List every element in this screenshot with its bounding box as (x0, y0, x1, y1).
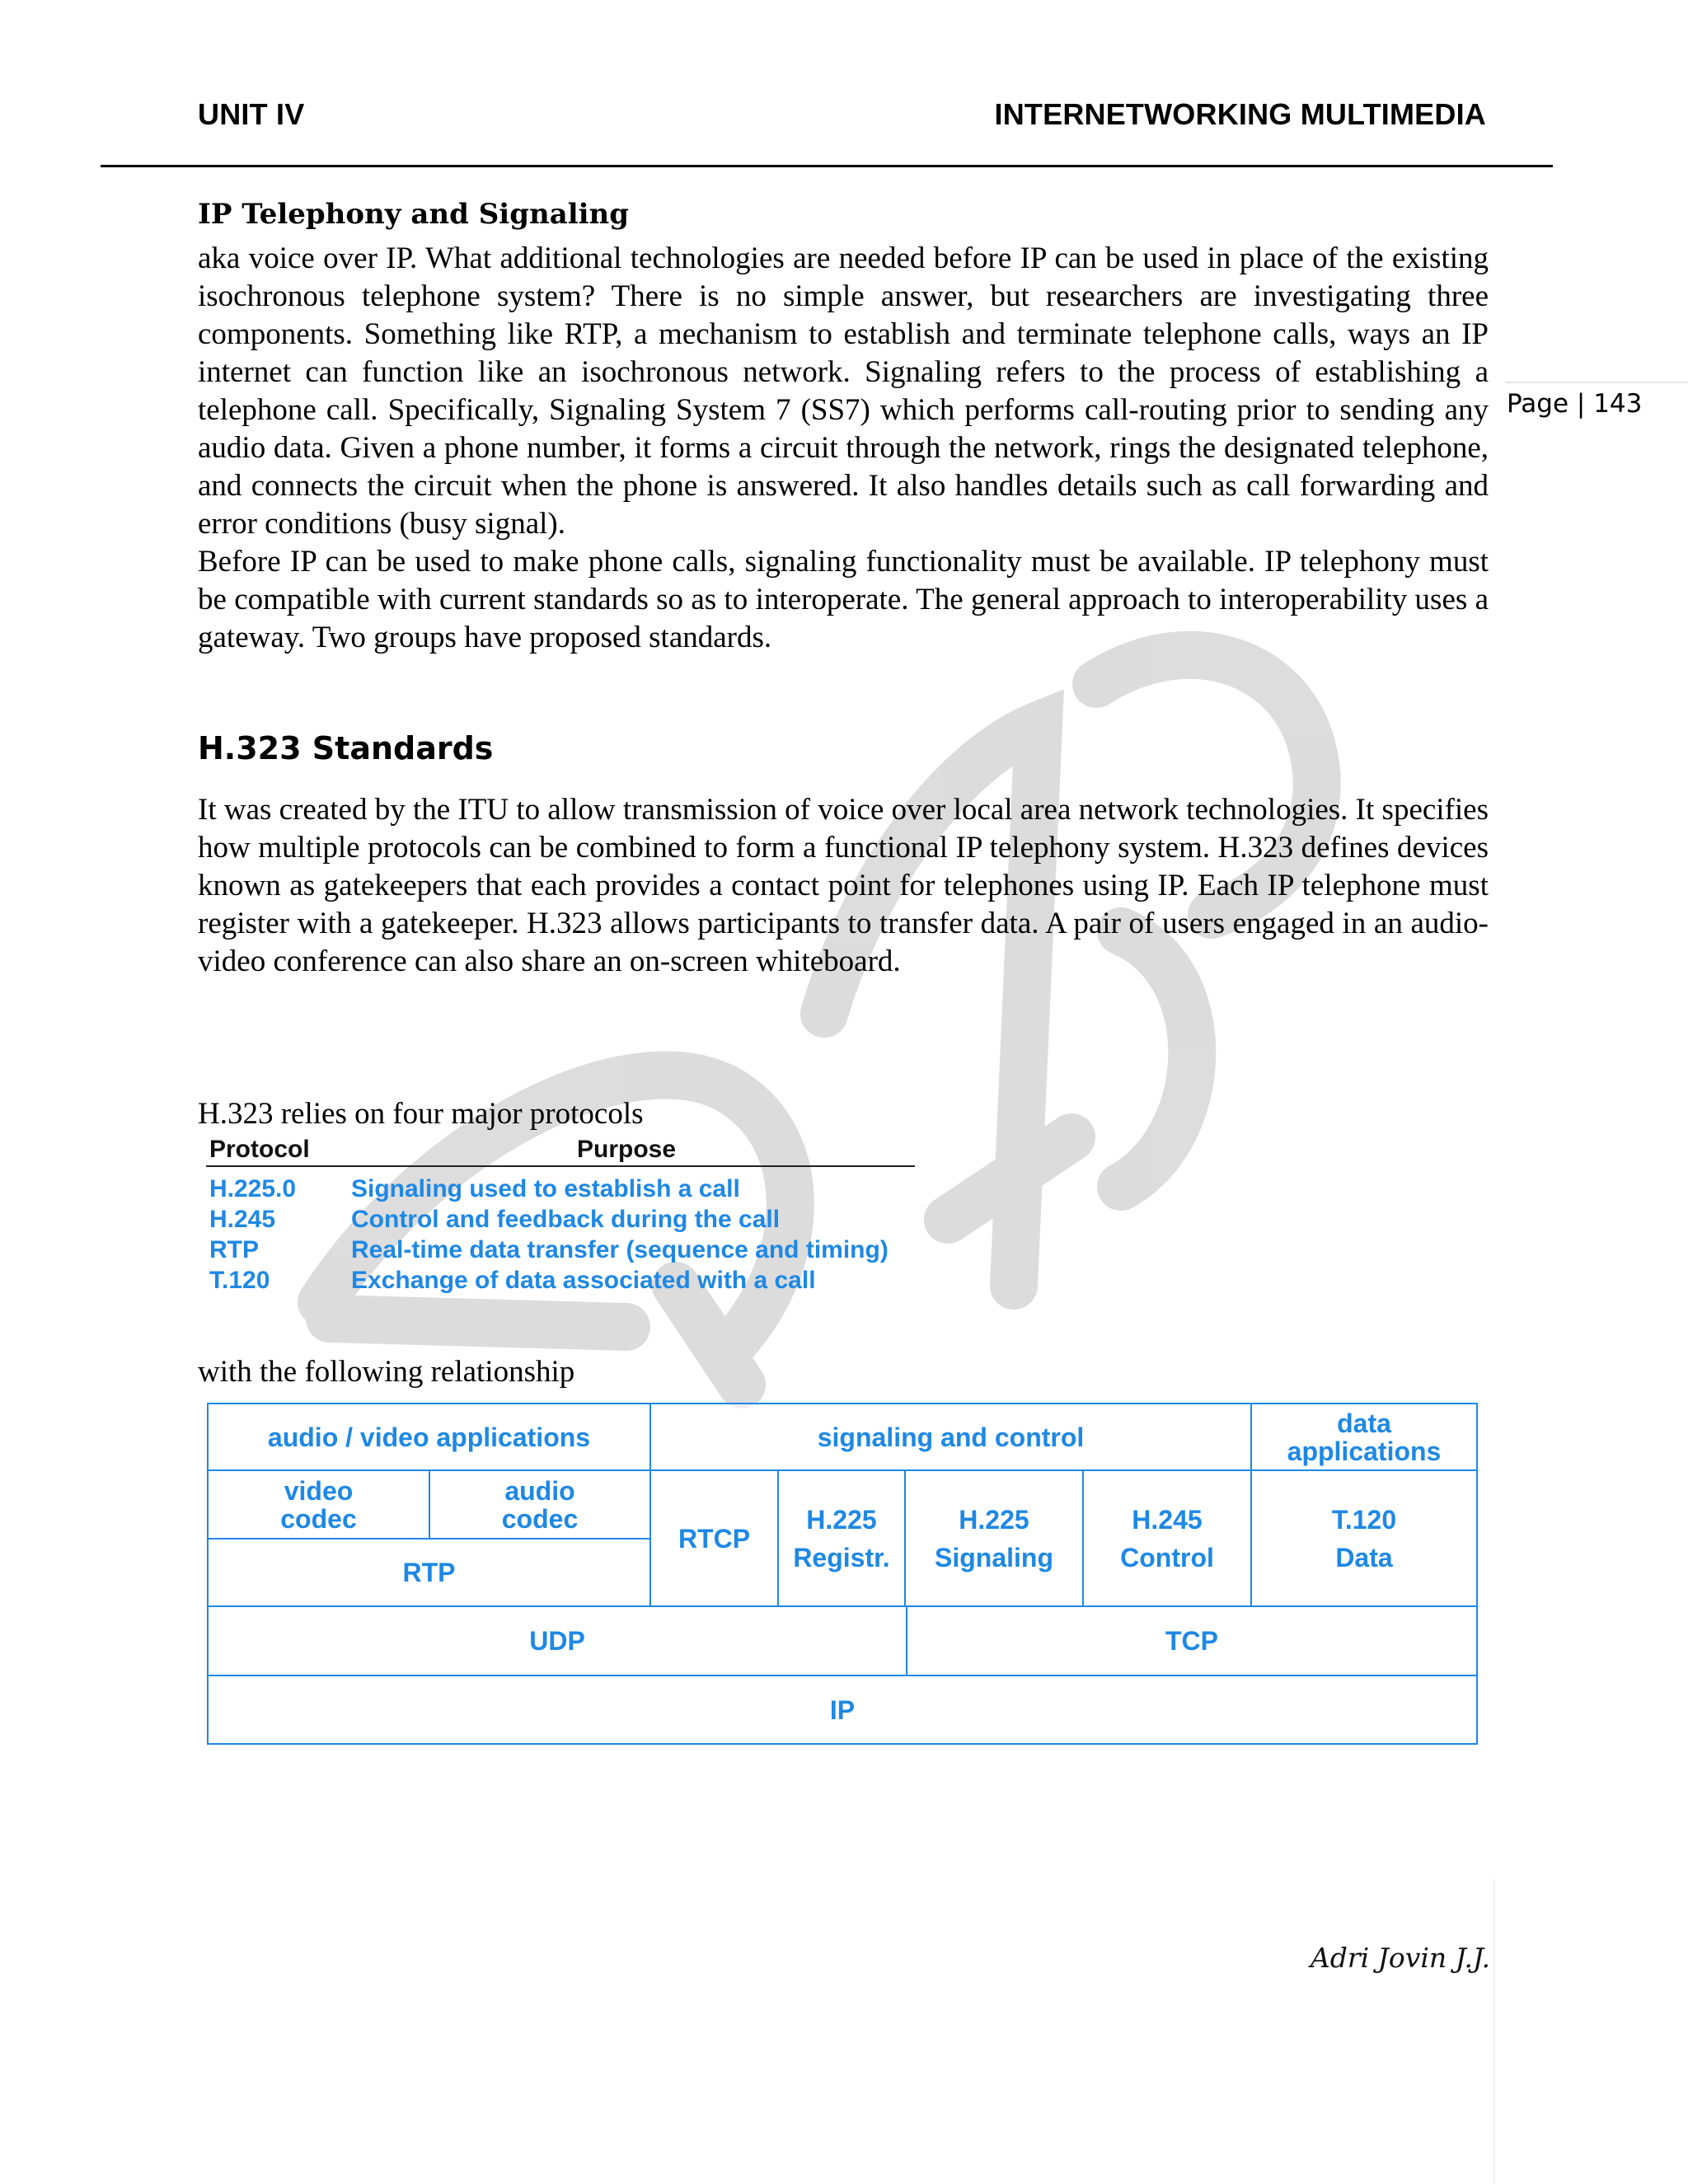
audio-codec-cell (429, 1469, 651, 1540)
protocol-purpose: Real-time data transfer (sequence and timing) (351, 1236, 889, 1263)
page-number-divider (1505, 382, 1688, 383)
h225-registration-line2: Registr. (793, 1542, 890, 1572)
ip-label: IP (829, 1694, 856, 1725)
header-divider (101, 165, 1553, 167)
audio-codec-line2: codec (501, 1503, 579, 1534)
page-number: Page | 143 (1507, 389, 1643, 419)
rtcp-cell (649, 1469, 779, 1607)
video-codec-cell (207, 1469, 430, 1540)
protocol-table-header (206, 1134, 915, 1167)
t120-data-line1: T.120 (1331, 1504, 1397, 1535)
audio-codec-line1: audio (504, 1475, 575, 1506)
section-heading-ip-telephony: IP Telephony and Signaling (198, 198, 630, 231)
t120-data-cell (1250, 1469, 1478, 1607)
h245-control-line2: Control (1120, 1542, 1214, 1572)
data-applications-line2: applications (1287, 1436, 1442, 1466)
protocol-table (206, 1134, 915, 1294)
table-row (206, 1202, 915, 1233)
table-header-rule (206, 1165, 915, 1167)
table-row (206, 1233, 915, 1263)
av-applications-label: audio / video applications (267, 1422, 591, 1452)
tcp-cell (906, 1605, 1478, 1676)
protocol-stack-diagram (207, 1403, 1478, 1747)
av-applications-cell (207, 1403, 651, 1471)
protocol-purpose: Signaling used to establish a call (351, 1175, 740, 1202)
header-purpose: Purpose (577, 1136, 677, 1163)
ip-cell (207, 1675, 1478, 1745)
header-title: INTERNETWORKING MULTIMEDIA (994, 97, 1486, 131)
data-applications-line1: data (1337, 1408, 1391, 1438)
signaling-control-cell (649, 1403, 1252, 1471)
protocol-name: T.120 (209, 1267, 270, 1294)
paragraph-interoperability: Before IP can be used to make phone calls, signaling functionality must be available. IP telephony must be compatible with current standards so as to interoperate. The general approach to interoperability uses a gateway. Two groups have proposed standards. (198, 545, 1489, 654)
protocol-purpose: Exchange of data associated with a call (351, 1267, 816, 1294)
header-protocol: Protocol (209, 1136, 310, 1163)
rtcp-label: RTCP (678, 1523, 751, 1554)
data-applications-cell (1250, 1403, 1478, 1471)
paragraph-ip-telephony: aka voice over IP. What additional technologies are needed before IP can be used in place of the existing isochronous telephone system? There is no simple answer, but researchers are investigating three components. Something like RTP, a mechanism to establish and terminate telephone calls, ways an IP internet can function like an isochronous network. Signaling refers to the process of establishing a telephone call. Specifically, Signaling System 7 (SS7) which performs call-routing prior to sending any audio data. Given a phone number, it forms a circuit through the network, rings the designated telephone, and connects the circuit when the phone is answered. It also handles details such as call forwarding and error conditions (busy signal). (198, 241, 1489, 541)
video-codec-line2: codec (280, 1503, 357, 1534)
header-unit: UNIT IV (198, 97, 305, 131)
table-row (206, 1172, 915, 1202)
protocol-purpose: Control and feedback during the call (351, 1206, 781, 1233)
h245-control-line1: H.245 (1132, 1504, 1203, 1535)
udp-label: UDP (529, 1626, 585, 1656)
protocols-intro: H.323 relies on four major protocols (198, 1097, 644, 1131)
margin-divider (1493, 1879, 1495, 2184)
rtp-label: RTP (402, 1558, 456, 1587)
h225-signaling-line1: H.225 (959, 1504, 1029, 1535)
protocol-name: RTP (209, 1236, 259, 1263)
t120-data-line2: Data (1335, 1542, 1393, 1572)
h225-signaling-line2: Signaling (935, 1542, 1053, 1572)
udp-cell (207, 1605, 907, 1676)
signaling-control-label: signaling and control (817, 1422, 1085, 1452)
section-heading-h323: H.323 Standards (198, 730, 494, 766)
h225-registration-cell (777, 1469, 906, 1607)
table-row (206, 1263, 915, 1294)
paragraph-h323: It was created by the ITU to allow transmission of voice over local area network technologies. It specifies how multiple protocols can be combined to form a functional IP telephony system. H.323 defines devices known as gatekeepers that each provides a contact point for telephones using IP. Each IP telephone must register with a gatekeeper. H.323 allows participants to transfer data. A pair of users engaged in an audio-video conference can also share an on-screen whiteboard. (198, 793, 1489, 978)
tcp-label: TCP (1165, 1626, 1218, 1656)
rtp-cell (207, 1538, 651, 1607)
author-signature: Adri Jovin J.J. (1310, 1942, 1490, 1974)
h225-registration-line1: H.225 (806, 1504, 877, 1535)
relationship-intro: with the following relationship (198, 1355, 575, 1389)
h245-control-cell (1082, 1469, 1252, 1607)
protocol-name: H.245 (209, 1206, 276, 1233)
h225-signaling-cell (904, 1469, 1084, 1607)
protocol-name: H.225.0 (209, 1175, 297, 1202)
video-codec-line1: video (284, 1475, 354, 1506)
